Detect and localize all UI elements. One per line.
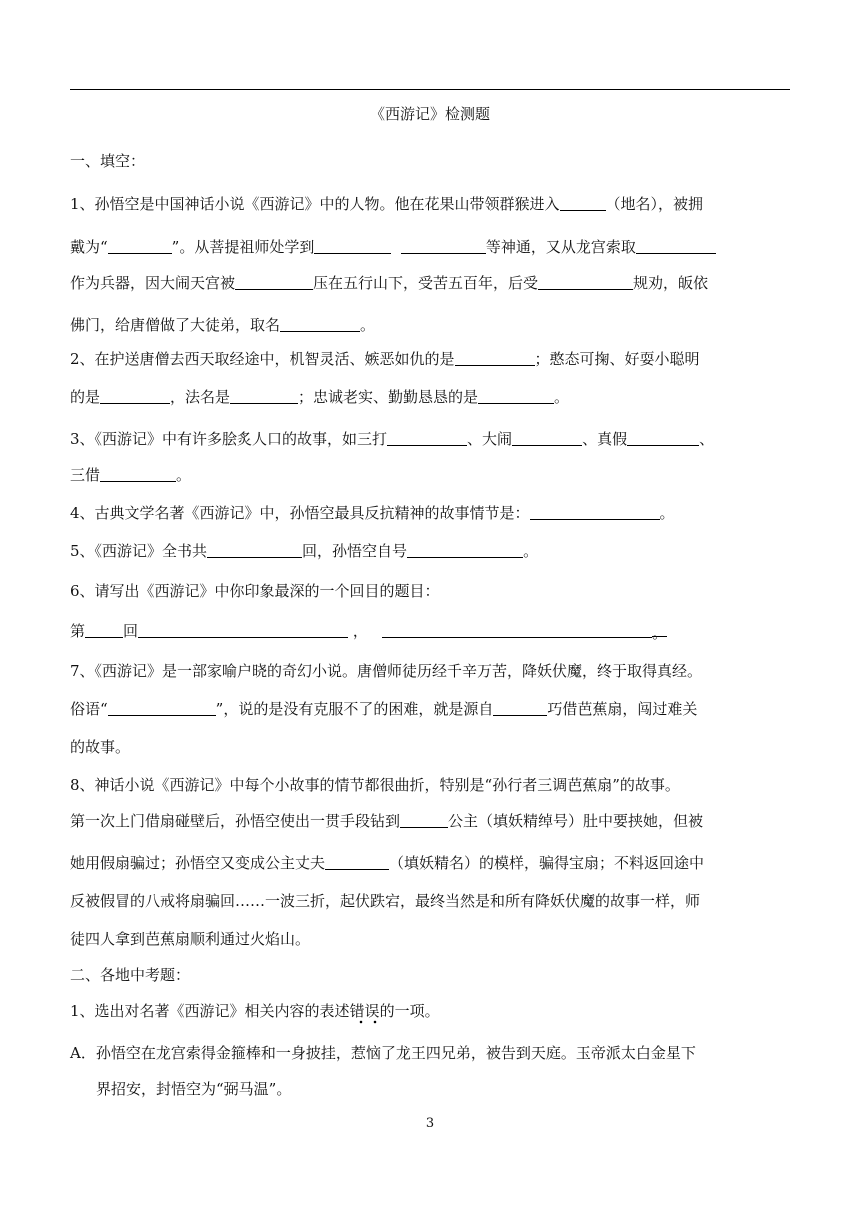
blank[interactable] <box>207 543 302 558</box>
blank[interactable] <box>530 505 660 520</box>
q8-line-1: 8、神话小说《西游记》中每个小故事的情节都很曲折，特别是“孙行者三调芭蕉扇”的故事。 <box>70 776 680 794</box>
page-number: 3 <box>425 1116 435 1131</box>
q5-line: 5、《西游记》全书共 回，孙悟空自号 。 <box>70 542 539 560</box>
blank[interactable] <box>314 239 391 254</box>
blank[interactable] <box>138 623 348 638</box>
emphasis-dots: 错误 <box>350 1002 380 1025</box>
option-a-line-1: A．孙悟空在龙宫索得金箍棒和一身披挂，惹恼了龙王四兄弟，被告到天庭。玉帝派太白金星下 <box>70 1044 696 1062</box>
blank[interactable] <box>100 467 176 482</box>
q6-line-1: 6、请写出《西游记》中你印象最深的一个回目的题目： <box>70 582 440 600</box>
blank[interactable] <box>512 431 582 446</box>
q1-line-2: 戴为“ ”。从菩提祖师处学到 等神通，又从龙宫索取 <box>70 236 716 257</box>
q3-line-2: 三借 。 <box>70 466 192 484</box>
section-heading-fill-in: 一、填空： <box>70 152 146 170</box>
page-title: 《西游记》检测题 <box>369 105 490 123</box>
q3-line-1: 3、《西游记》中有许多脍炙人口的故事，如三打 、大闹 、真假 、 <box>70 430 715 448</box>
q7-line-3: 的故事。 <box>70 738 131 756</box>
option-a-line-2: 界招安，封悟空为“弼马温”。 <box>96 1080 292 1098</box>
blank[interactable] <box>108 239 172 254</box>
blank-end: 。 <box>652 624 668 642</box>
blank[interactable] <box>455 351 535 366</box>
q2-line-1: 2、在护送唐僧去西天取经途中，机智灵活、嫉恶如仇的是 ；憨态可掬、好耍小聪明 <box>70 350 700 368</box>
q8-line-2: 第一次上门借扇碰壁后，孙悟空使出一贯手段钻到 公主（填妖精绰号）肚中要挟她，但被 <box>70 812 704 830</box>
q1-line-3: 作为兵器，因大闹天宫被 压在五行山下，受苦五百年，后受 规劝，皈依 <box>70 274 709 292</box>
q4-line: 4、古典文学名著《西游记》中，孙悟空最具反抗精神的故事情节是： 。 <box>70 504 675 522</box>
blank[interactable] <box>538 275 633 290</box>
q6-line-2: 第 回 ， 。 <box>70 622 668 642</box>
q1-line-4: 佛门，给唐僧做了大徒弟，取名 。 <box>70 316 376 334</box>
s2-q1-line: 1、选出对名著《西游记》相关内容的表述错误的一项。 <box>70 1000 440 1021</box>
q2-line-2: 的是 ，法名是 ；忠诚老实、勤勤恳恳的是 。 <box>70 388 570 406</box>
blank[interactable] <box>478 389 554 404</box>
blank[interactable] <box>627 431 699 446</box>
blank[interactable] <box>382 623 652 638</box>
blank[interactable] <box>560 196 606 211</box>
blank[interactable] <box>325 855 389 870</box>
q7-line-2: 俗语“ ”，说的是没有克服不了的困难，就是源自 巧借芭蕉扇，闯过难关 <box>70 700 698 718</box>
blank[interactable] <box>230 389 298 404</box>
blank[interactable] <box>108 701 216 716</box>
q7-line-1: 7、《西游记》是一部家喻户晓的奇幻小说。唐僧师徒历经千辛万苦，降妖伏魔，终于取得真经。 <box>70 662 703 680</box>
blank[interactable] <box>401 239 486 254</box>
blank[interactable] <box>400 813 448 828</box>
blank[interactable] <box>387 431 467 446</box>
blank[interactable] <box>235 275 313 290</box>
q8-line-4: 反被假冒的八戒将扇骗回……一波三折，起伏跌宕，最终当然是和所有降妖伏魔的故事一样，师 <box>70 892 701 910</box>
blank[interactable] <box>100 389 170 404</box>
blank[interactable] <box>493 701 547 716</box>
blank[interactable] <box>407 543 523 558</box>
blank[interactable] <box>280 317 360 332</box>
section-heading-exam: 二、各地中考题： <box>70 966 191 984</box>
header-rule <box>70 89 790 90</box>
q8-line-5: 徒四人拿到芭蕉扇顺利通过火焰山。 <box>70 930 311 948</box>
blank[interactable] <box>636 239 716 254</box>
q1-line-1: 1、孙悟空是中国神话小说《西游记》中的人物。他在花果山带领群猴进入 （地名），被拥 <box>70 195 704 213</box>
blank[interactable] <box>85 623 123 638</box>
q8-line-3: 她用假扇骗过；孙悟空又变成公主丈夫 （填妖精名）的模样，骗得宝扇；不料返回途中 <box>70 854 705 872</box>
